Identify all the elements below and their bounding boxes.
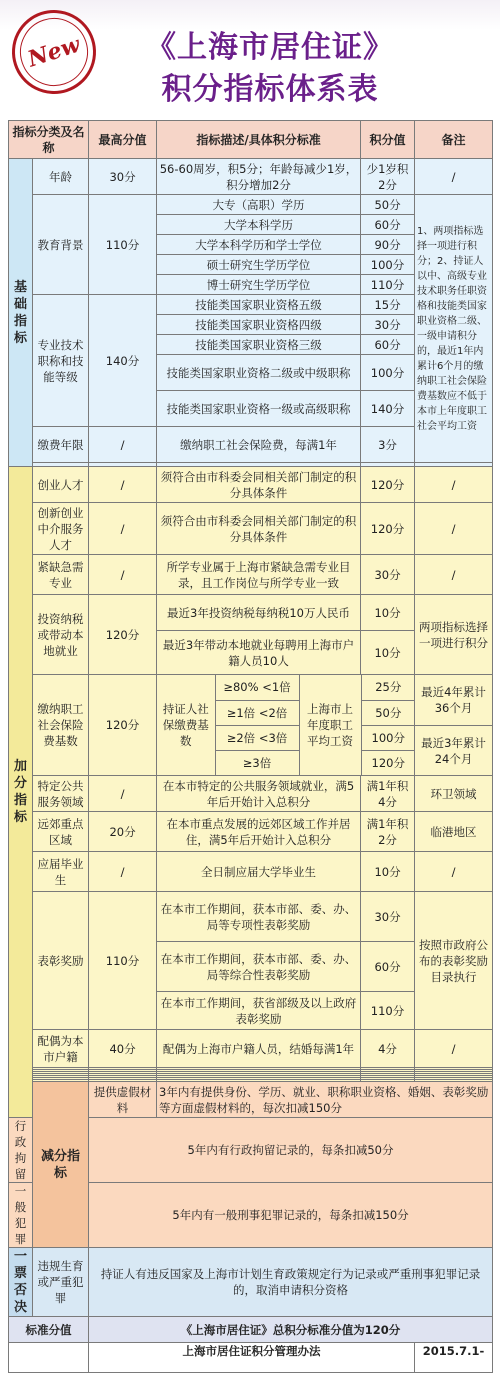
item-score: 50分 — [361, 195, 415, 215]
category-veto: 一票否决 — [9, 1248, 33, 1317]
item-desc: 全日制应届大学毕业生 — [157, 852, 361, 892]
item-desc: 在本市特定的公共服务领域就业，满5年后开始计入总积分 — [157, 776, 361, 812]
item-remark: / — [415, 467, 493, 503]
item-score: 110分 — [361, 275, 415, 295]
item-desc: 须符合由市科委会同相关部门制定的积分具体条件 — [157, 467, 361, 503]
item-desc: 技能类国家职业资格一级或高级职称 — [157, 391, 361, 427]
category-basic: 基础指标 — [9, 159, 33, 467]
item-name: 违规生育或严重犯罪 — [33, 1248, 89, 1317]
footer-desc: 上海市居住证积分管理办法 — [89, 1343, 415, 1373]
item-max: / — [89, 776, 157, 812]
item-remark: / — [415, 852, 493, 892]
item-score: 120分 — [361, 467, 415, 503]
basic-remark: 1、两项指标选择一项进行积分；2、持证人以中、高级专业技术职务任职资格和技能类国家职业资格二级、一级申请积分的，最近1年内累计6个月的缴纳职工社会保险费基数应不低于本市上年度职工社会平均工资 — [415, 195, 493, 463]
item-desc: 技能类国家职业资格五级 — [157, 295, 361, 315]
table-row — [9, 852, 493, 892]
social-left-label: 持证人社保缴费基数 — [157, 675, 215, 775]
item-desc: 3年内有提供身份、学历、就业、职称职业资格、婚姻、表彰奖励等方面虚假材料的，每次扣减150分 — [157, 1082, 493, 1118]
social-score: 100分 — [361, 725, 415, 750]
item-name: 配偶为本市户籍 — [33, 1030, 89, 1068]
item-desc: 技能类国家职业资格三级 — [157, 335, 361, 355]
header-category: 指标分类及名称 — [9, 121, 89, 159]
item-score: 30分 — [361, 892, 415, 942]
item-desc: 5年内有行政拘留记录的，每条扣减50分 — [89, 1118, 493, 1183]
score-table — [8, 120, 493, 1373]
table-row — [9, 812, 493, 852]
item-name: 紧缺急需专业 — [33, 555, 89, 595]
category-minus: 减分指标 — [33, 1082, 89, 1248]
item-max: / — [89, 555, 157, 595]
table-row — [9, 555, 493, 595]
item-desc: 缴纳职工社会保险费，每满1年 — [157, 427, 361, 463]
item-remark: 环卫领域 — [415, 776, 493, 812]
item-score: 3分 — [361, 427, 415, 463]
header-max: 最高分值 — [89, 121, 157, 159]
social-right-label: 上海市上年度职工平均工资 — [299, 675, 361, 775]
table-row — [9, 776, 493, 812]
social-score: 50分 — [361, 700, 415, 725]
item-name: 年龄 — [33, 159, 89, 195]
standard-desc: 《上海市居住证》总积分标准分值为120分 — [89, 1317, 493, 1343]
item-name: 表彰奖励 — [33, 892, 89, 1030]
item-desc: 最近3年带动本地就业每聘用上海市户籍人员10人 — [157, 631, 361, 675]
item-name: 缴费年限 — [33, 427, 89, 463]
table-row — [9, 1030, 493, 1068]
item-score: 60分 — [361, 942, 415, 992]
item-score: 60分 — [361, 215, 415, 235]
item-name: 投资纳税或带动本地就业 — [33, 595, 89, 675]
item-desc: 在本市工作期间，获本市部、委、办、局等专项性表彰奖励 — [157, 892, 361, 942]
item-max: / — [89, 503, 157, 555]
item-desc: 在本市工作期间，获省部级及以上政府表彰奖励 — [157, 992, 361, 1030]
table-row — [9, 159, 493, 195]
item-score: 140分 — [361, 391, 415, 427]
item-desc: 5年内有一般刑事犯罪记录的，每条扣减150分 — [89, 1183, 493, 1248]
item-desc: 技能类国家职业资格二级或中级职称 — [157, 355, 361, 391]
item-desc: 大专（高职）学历 — [157, 195, 361, 215]
page-subtitle: 积分指标体系表 — [161, 72, 379, 107]
social-subtable — [157, 675, 415, 775]
item-max: 20分 — [89, 812, 157, 852]
page-title: 《上海市居住证》 — [146, 30, 394, 65]
social-grid — [157, 675, 415, 776]
social-range: ≥1倍 <2倍 — [215, 700, 299, 725]
item-score: 110分 — [361, 992, 415, 1030]
social-score: 120分 — [361, 750, 415, 775]
item-score: 10分 — [361, 631, 415, 675]
item-score: 4分 — [361, 1030, 415, 1068]
table-row — [9, 195, 493, 215]
item-name: 提供虚假材料 — [89, 1082, 157, 1118]
header-score: 积分值 — [361, 121, 415, 159]
item-remark: 临港地区 — [415, 812, 493, 852]
standard-name: 标准分值 — [9, 1317, 89, 1343]
item-score: 90分 — [361, 235, 415, 255]
item-desc: 大学本科学历和学士学位 — [157, 235, 361, 255]
item-desc: 硕士研究生学历学位 — [157, 255, 361, 275]
item-score: 10分 — [361, 852, 415, 892]
item-remark: 按照市政府公布的表彰奖励目录执行 — [415, 892, 493, 1030]
item-remark: 两项指标选择一项进行积分 — [415, 595, 493, 675]
item-name: 特定公共服务领域 — [33, 776, 89, 812]
item-desc: 在本市重点发展的远郊区域工作并居住，满5年后开始计入总积分 — [157, 812, 361, 852]
table-row — [9, 675, 493, 776]
item-remark: / — [415, 503, 493, 555]
item-desc: 大学本科学历 — [157, 215, 361, 235]
table-row — [9, 892, 493, 942]
item-desc: 56-60周岁，积5分；年龄每减少1岁，积分增加2分 — [157, 159, 361, 195]
item-remark: / — [415, 555, 493, 595]
item-name: 专业技术职称和技能等级 — [33, 295, 89, 427]
item-desc: 技能类国家职业资格四级 — [157, 315, 361, 335]
table-row — [9, 595, 493, 631]
header-remark: 备注 — [415, 121, 493, 159]
item-name: 缴纳职工社会保险费基数 — [33, 675, 89, 776]
item-desc: 持证人有违反国家及上海市计划生育政策规定行为记录或严重刑事犯罪记录的，取消申请积分资格 — [89, 1248, 493, 1317]
item-max: 40分 — [89, 1030, 157, 1068]
social-score: 25分 — [361, 675, 415, 700]
new-badge-text: New — [24, 31, 84, 73]
item-max: 110分 — [89, 195, 157, 295]
item-desc: 所学专业属于上海市紧缺急需专业目录，且工作岗位与所学专业一致 — [157, 555, 361, 595]
item-name: 一般犯罪 — [9, 1183, 33, 1248]
social-remark-1: 最近4年累计36个月 — [415, 675, 492, 726]
item-score: 少1岁积2分 — [361, 159, 415, 195]
table-row — [9, 1343, 493, 1373]
item-remark: / — [415, 1030, 493, 1068]
item-desc: 在本市工作期间，获本市部、委、办、局等综合性表彰奖励 — [157, 942, 361, 992]
footer-remark: 2015.7.1- — [415, 1343, 493, 1373]
social-range: ≥2倍 <3倍 — [215, 725, 299, 750]
item-score: 60分 — [361, 335, 415, 355]
table-header-row — [9, 121, 493, 159]
item-max: 30分 — [89, 159, 157, 195]
social-remark-cell — [415, 675, 493, 776]
item-name: 创新创业中介服务人才 — [33, 503, 89, 555]
item-score: 100分 — [361, 355, 415, 391]
item-score: 10分 — [361, 595, 415, 631]
item-remark: / — [415, 159, 493, 195]
table-row — [9, 1082, 493, 1118]
social-remark-2: 最近3年累计24个月 — [421, 735, 486, 766]
table-row — [9, 1248, 493, 1317]
header-desc: 指标描述/具体积分标准 — [157, 121, 361, 159]
table-row — [9, 467, 493, 503]
category-bonus: 加分指标 — [9, 467, 33, 1118]
item-name: 行政拘留 — [9, 1118, 33, 1183]
item-name: 远郊重点区域 — [33, 812, 89, 852]
item-max: / — [89, 427, 157, 463]
item-name: 应届毕业生 — [33, 852, 89, 892]
item-score: 120分 — [361, 503, 415, 555]
table-row — [9, 1317, 493, 1343]
item-score: 100分 — [361, 255, 415, 275]
header — [0, 0, 500, 120]
item-max: 120分 — [89, 595, 157, 675]
item-max: / — [89, 467, 157, 503]
item-name: 教育背景 — [33, 195, 89, 295]
item-desc: 最近3年投资纳税每纳税10万人民币 — [157, 595, 361, 631]
item-score: 30分 — [361, 555, 415, 595]
social-range: ≥3倍 — [215, 750, 299, 775]
item-max: 140分 — [89, 295, 157, 427]
item-desc: 博士研究生学历学位 — [157, 275, 361, 295]
item-name: 创业人才 — [33, 467, 89, 503]
item-desc: 配偶为上海市户籍人员，结婚每满1年 — [157, 1030, 361, 1068]
social-range: ≥80% <1倍 — [215, 675, 299, 700]
item-max: 110分 — [89, 892, 157, 1030]
item-desc: 须符合由市科委会同相关部门制定的积分具体条件 — [157, 503, 361, 555]
item-max: / — [89, 852, 157, 892]
item-max: 120分 — [89, 675, 157, 776]
item-score: 30分 — [361, 315, 415, 335]
table-row — [9, 503, 493, 555]
item-score: 满1年积2分 — [361, 812, 415, 852]
item-score: 15分 — [361, 295, 415, 315]
item-score: 满1年积4分 — [361, 776, 415, 812]
